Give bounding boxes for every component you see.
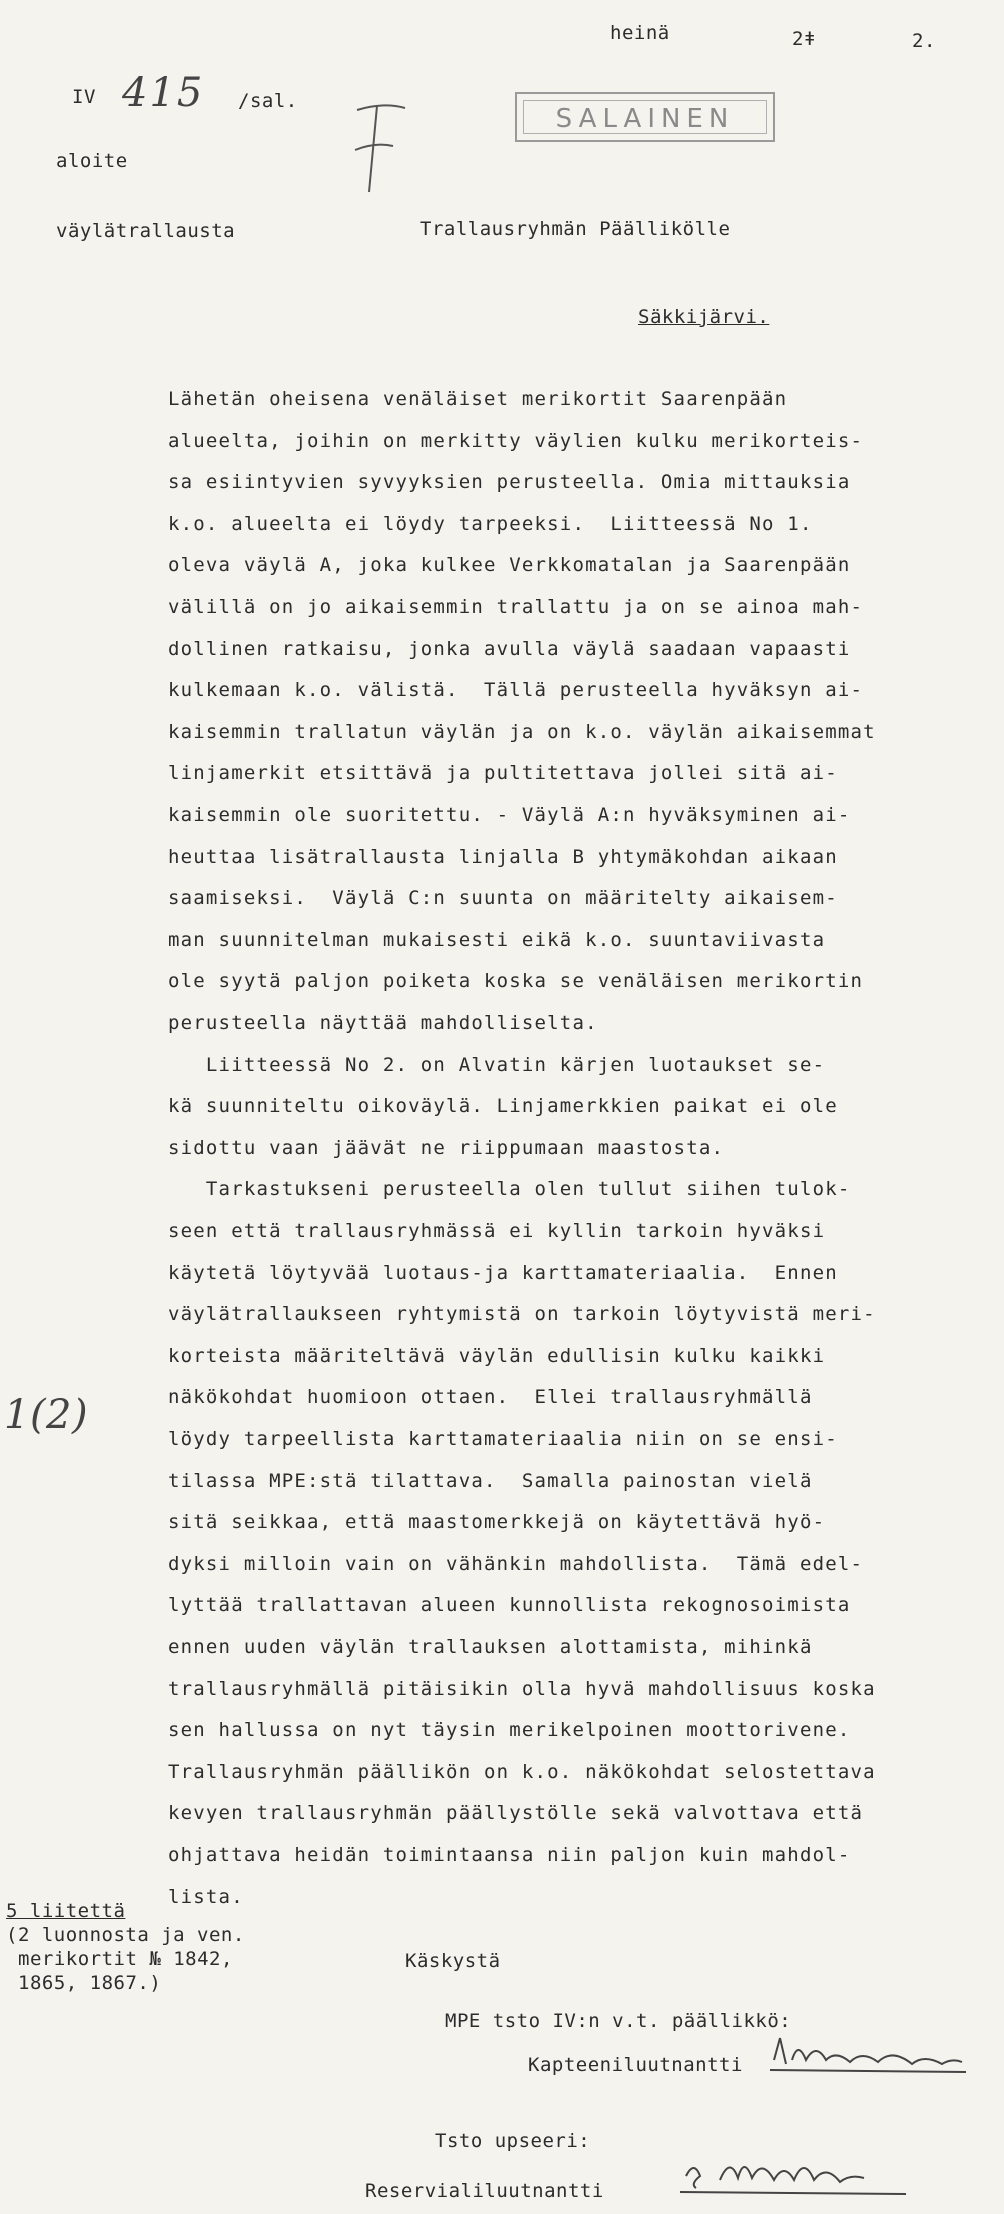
attachments-line-2: merikortit № 1842, bbox=[18, 1948, 233, 1970]
body-line: käytetä löytyvää luotaus-ja karttamateriaalia. Ennen bbox=[168, 1262, 838, 1284]
signature-1-handwritten bbox=[770, 2030, 970, 2080]
body-line: k.o. alueelta ei löydy tarpeeksi. Liitteessä No 1. bbox=[168, 513, 813, 535]
body-line: sa esiintyvien syvyyksien perusteella. Omia mittauksia bbox=[168, 471, 851, 493]
body-line: kaisemmin ole suoritettu. - Väylä A:n hyväksyminen ai- bbox=[168, 804, 851, 826]
reference-suffix: /sal. bbox=[238, 90, 298, 112]
body-line: kaisemmin trallatun väylän ja on k.o. väylän aikaisemmat bbox=[168, 721, 876, 743]
body-line: väylätrallaukseen ryhtymistä on tarkoin löytyvistä meri- bbox=[168, 1303, 876, 1325]
body-line: linjamerkit etsittävä ja pultitettava jollei sitä ai- bbox=[168, 762, 838, 784]
recipient: Trallausryhmän Päällikölle bbox=[420, 218, 731, 240]
body-line: perusteella näyttää mahdolliselta. bbox=[168, 1012, 598, 1034]
attachments-line-1: (2 luonnosta ja ven. bbox=[6, 1924, 245, 1946]
body-line: Tarkastukseni perusteella olen tullut siihen tulok- bbox=[168, 1178, 851, 1200]
body-line: sidottu vaan jäävät ne riippumaan maastosta. bbox=[168, 1137, 725, 1159]
body-line: dollinen ratkaisu, jonka avulla väylä saadaan vapaasti bbox=[168, 638, 851, 660]
body-line: löydy tarpeellista karttamateriaalia niin on se ensi- bbox=[168, 1428, 838, 1450]
date-day: 2ǂ bbox=[792, 28, 816, 50]
body-line: saamiseksi. Väylä C:n suunta on määritelty aikaisem- bbox=[168, 887, 838, 909]
body-line: sen hallussa on nyt täysin merikelpoinen moottorivene. bbox=[168, 1719, 851, 1741]
body-line: ole syytä paljon poiketa koska se venäläisen merikortin bbox=[168, 970, 864, 992]
signature-rank-2: Reservialiluutnantti bbox=[365, 2180, 604, 2202]
body-line: heuttaa lisätrallausta linjalla B yhtymäkohdan aikaan bbox=[168, 846, 838, 868]
body-line: seen että trallausryhmässä ei kyllin tarkoin hyväksi bbox=[168, 1220, 826, 1242]
body-line: näkökohdat huomioon ottaen. Ellei trallausryhmällä bbox=[168, 1386, 813, 1408]
body-line: man suunnitelman mukaisesti eikä k.o. suuntaviivasta bbox=[168, 929, 826, 951]
stamp-text: SALAINEN bbox=[523, 100, 767, 134]
attachments-line-3: 1865, 1867.) bbox=[18, 1972, 162, 1994]
signature-2-handwritten bbox=[680, 2150, 910, 2200]
attachments-title: 5 liitettä bbox=[6, 1900, 126, 1922]
body-line: Trallausryhmän päällikön on k.o. näkökohdat selostettava bbox=[168, 1761, 876, 1783]
body-line: välillä on jo aikaisemmin trallattu ja on se ainoa mah- bbox=[168, 596, 864, 618]
staff-officer-line: Tsto upseeri: bbox=[435, 2130, 591, 2152]
body-line: lista. bbox=[168, 1886, 244, 1908]
reference-number-handwritten: 415 bbox=[122, 70, 205, 116]
body-line: oleva väylä A, joka kulkee Verkkomatalan ja Saarenpään bbox=[168, 554, 851, 576]
page-number: 2. bbox=[912, 30, 936, 52]
body-line: kä suunniteltu oikoväylä. Linjamerkkien paikat ei ole bbox=[168, 1095, 838, 1117]
secret-stamp bbox=[515, 92, 775, 142]
body-line: kevyen trallausryhmän päällystölle sekä valvottava että bbox=[168, 1802, 864, 1824]
order-line: Käskystä bbox=[405, 1950, 501, 1972]
place: Säkkijärvi. bbox=[638, 306, 770, 328]
body-line: dyksi milloin vain on vähänkin mahdollista. Tämä edel- bbox=[168, 1553, 864, 1575]
topic-line-2: väylätrallausta bbox=[56, 220, 236, 242]
body-line: korteista määriteltävä väylän edullisin kulku kaikki bbox=[168, 1345, 826, 1367]
signature-rank-1: Kapteeniluutnantti bbox=[528, 2054, 743, 2076]
body-line: tilassa MPE:stä tilattava. Samalla painostan vielä bbox=[168, 1470, 813, 1492]
body-line: Lähetän oheisena venäläiset merikortit Saarenpään bbox=[168, 388, 788, 410]
topic-line-1: aloite bbox=[56, 150, 128, 172]
office-line: MPE tsto IV:n v.t. päällikkö: bbox=[445, 2010, 792, 2032]
body-line: kulkemaan k.o. välistä. Tällä perusteella hyväksyn ai- bbox=[168, 679, 864, 701]
reference-prefix: IV bbox=[72, 86, 96, 108]
handwritten-mark bbox=[355, 100, 415, 200]
body-line: ennen uuden väylän trallauksen alottamista, mihinkä bbox=[168, 1636, 813, 1658]
body-line: Liitteessä No 2. on Alvatin kärjen luotaukset se- bbox=[168, 1054, 826, 1076]
date-word: heinä bbox=[610, 22, 670, 44]
margin-note-handwritten: 1(2) bbox=[4, 1392, 89, 1438]
body-line: sitä seikkaa, että maastomerkkejä on käytettävä hyö- bbox=[168, 1511, 826, 1533]
body-line: alueelta, joihin on merkitty väylien kulku merikorteis- bbox=[168, 430, 864, 452]
body-line: trallausryhmällä pitäisikin olla hyvä mahdollisuus koska bbox=[168, 1678, 876, 1700]
body-line: lyttää trallattavan alueen kunnollista rekognosoimista bbox=[168, 1594, 851, 1616]
body-line: ohjattava heidän toimintaansa niin paljon kuin mahdol- bbox=[168, 1844, 851, 1866]
